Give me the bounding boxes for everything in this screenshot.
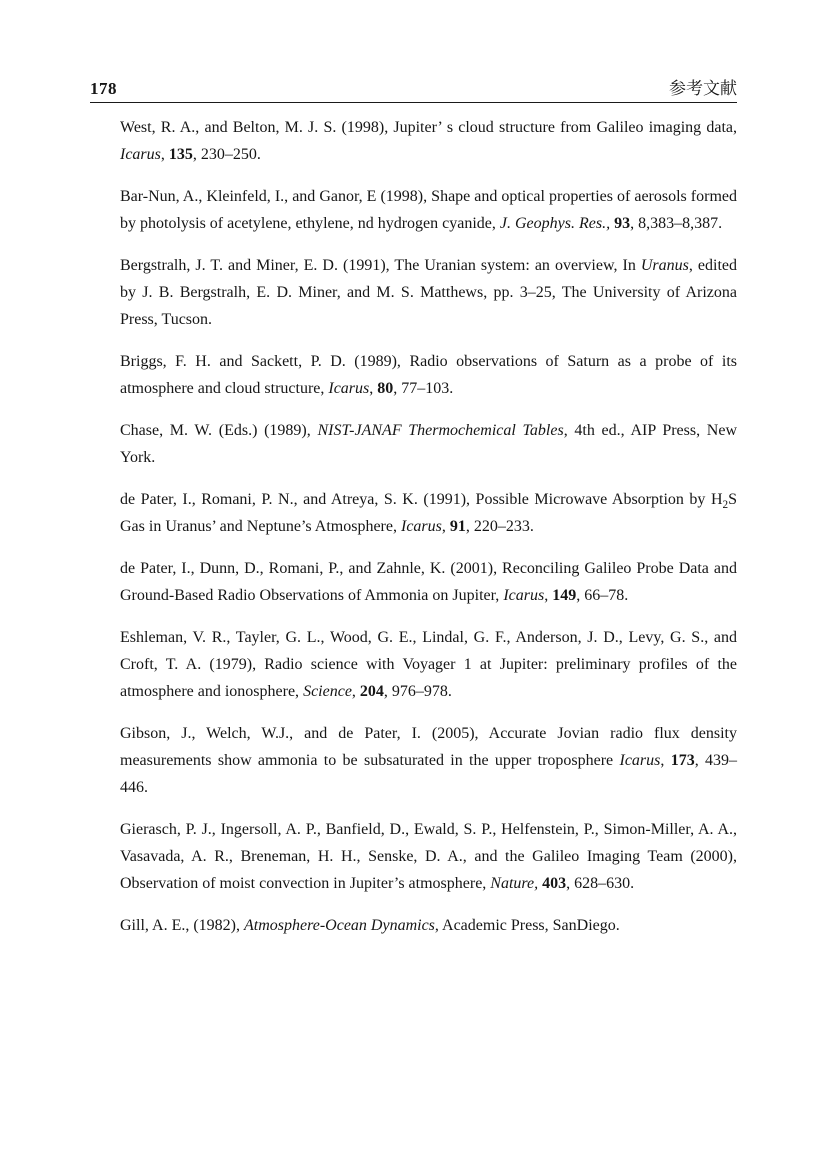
reference-text-segment: Icarus	[328, 380, 370, 397]
reference-text-segment: Chase, M. W. (Eds.) (1989),	[120, 422, 318, 439]
reference-text-segment: ,	[160, 146, 169, 163]
reference-text-segment: , 976–978.	[383, 683, 452, 700]
reference-text-segment: de Pater, I., Romani, P. N., and Atreya, S. K. (1991), Possible Microwave Absorption by H	[120, 491, 723, 508]
reference-entry	[120, 252, 737, 333]
reference-entry	[120, 816, 737, 897]
reference-text-segment: ,	[544, 587, 553, 604]
reference-text-segment: Gierasch, P. J., Ingersoll, A. P., Banfield, D., Ewald, S. P., Helfenstein, P., Simon-Miller, A. A., Vasavada, A. R., Breneman, H. H., Senske, D. A., and the Galileo Imaging Team (2000), Observation of moist convection in Jupiter’s atmosphere,	[120, 821, 737, 892]
reference-text-segment: Science	[303, 683, 352, 700]
reference-text-segment: 93	[614, 215, 631, 232]
reference-text-segment: 2	[722, 499, 729, 512]
reference-text-segment: West, R. A., and Belton, M. J. S. (1998), Jupiter’ s cloud structure from Galileo imaging data,	[120, 119, 737, 136]
page-number: 178	[90, 79, 117, 98]
reference-text-segment: Icarus	[400, 518, 442, 535]
reference-text-segment: de Pater, I., Dunn, D., Romani, P., and Zahnle, K. (2001), Reconciling Galileo Probe Data and Ground-Based Radio Observations of Ammonia on Jupiter,	[120, 560, 737, 604]
reference-text-segment: NIST-JANAF Thermochemical Tables	[317, 422, 564, 439]
reference-text-segment: 80	[377, 380, 394, 397]
reference-text-segment: ,	[441, 518, 450, 535]
reference-text-segment: , edited by J. B. Bergstralh, E. D. Miner, and M. S. Matthews, pp. 3–25, The University of Arizona Press, Tucson.	[120, 257, 738, 328]
reference-entry	[120, 417, 737, 471]
reference-text-segment: , 220–233.	[465, 518, 534, 535]
reference-text-segment: 135	[168, 146, 193, 163]
reference-entry	[120, 912, 737, 939]
reference-entry	[120, 183, 737, 237]
reference-text-segment: Gill, A. E., (1982),	[120, 917, 244, 934]
reference-text-segment: , 8,383–8,387.	[630, 215, 723, 232]
reference-text-segment: 149	[552, 587, 577, 604]
reference-text-segment: Icarus	[503, 587, 545, 604]
reference-text-segment: J. Geophys. Res.,	[499, 215, 611, 232]
reference-text-segment: Briggs, F. H. and Sackett, P. D. (1989), Radio observations of Saturn as a probe of its atmosphere and cloud structure,	[120, 353, 737, 397]
reference-entry	[120, 624, 737, 705]
reference-text-segment: 204	[359, 683, 384, 700]
reference-entry	[120, 114, 737, 168]
reference-text-segment: , 230–250.	[192, 146, 261, 163]
reference-text-segment: ,	[369, 380, 378, 397]
reference-text-segment: Eshleman, V. R., Tayler, G. L., Wood, G. E., Lindal, G. F., Anderson, J. D., Levy, G. S., and Croft, T. A. (1979), Radio science with Voyager 1 at Jupiter: preliminary profiles of the atmosphere and ionosphere,	[120, 629, 737, 700]
reference-text-segment: Icarus	[120, 146, 161, 163]
reference-text-segment: Bergstralh, J. T. and Miner, E. D. (1991), The Uranian system: an overview, In	[120, 257, 641, 274]
reference-text-segment: , Academic Press, SanDiego.	[434, 917, 620, 934]
reference-text-segment: Icarus	[619, 752, 661, 769]
reference-text-segment: Nature,	[490, 875, 539, 892]
reference-text-segment: 173	[670, 752, 695, 769]
reference-text-segment: Atmosphere-Ocean Dynamics	[244, 917, 435, 934]
reference-text-segment: Gibson, J., Welch, W.J., and de Pater, I. (2005), Accurate Jovian radio flux density measurements show ammonia to be subsaturated in the upper troposphere	[120, 725, 737, 769]
reference-text-segment: Uranus	[640, 257, 689, 274]
reference-text-segment: , 4th ed., AIP Press, New York.	[120, 422, 738, 466]
header-section-title: 参考文献	[669, 79, 737, 98]
reference-text-segment: , 66–78.	[576, 587, 629, 604]
reference-text-segment: 403	[542, 875, 567, 892]
reference-entry	[120, 348, 737, 402]
page-header	[90, 74, 737, 103]
reference-text-segment: ,	[351, 683, 360, 700]
reference-text-segment: , 439–446.	[120, 752, 738, 796]
references-list	[120, 114, 737, 954]
reference-text-segment: S Gas in Uranus’ and Neptune’s Atmosphere,	[120, 491, 737, 535]
reference-text-segment: Bar-Nun, A., Kleinfeld, I., and Ganor, E (1998), Shape and optical properties of aerosols formed by photolysis of acetylene, ethylene, nd hydrogen cyanide,	[120, 188, 737, 232]
reference-text-segment: , 628–630.	[566, 875, 635, 892]
reference-text-segment: 91	[449, 518, 466, 535]
reference-entry	[120, 555, 737, 609]
reference-entry	[120, 720, 737, 801]
reference-entry	[120, 486, 737, 540]
reference-text-segment: , 77–103.	[393, 380, 454, 397]
reference-text-segment: ,	[660, 752, 671, 769]
